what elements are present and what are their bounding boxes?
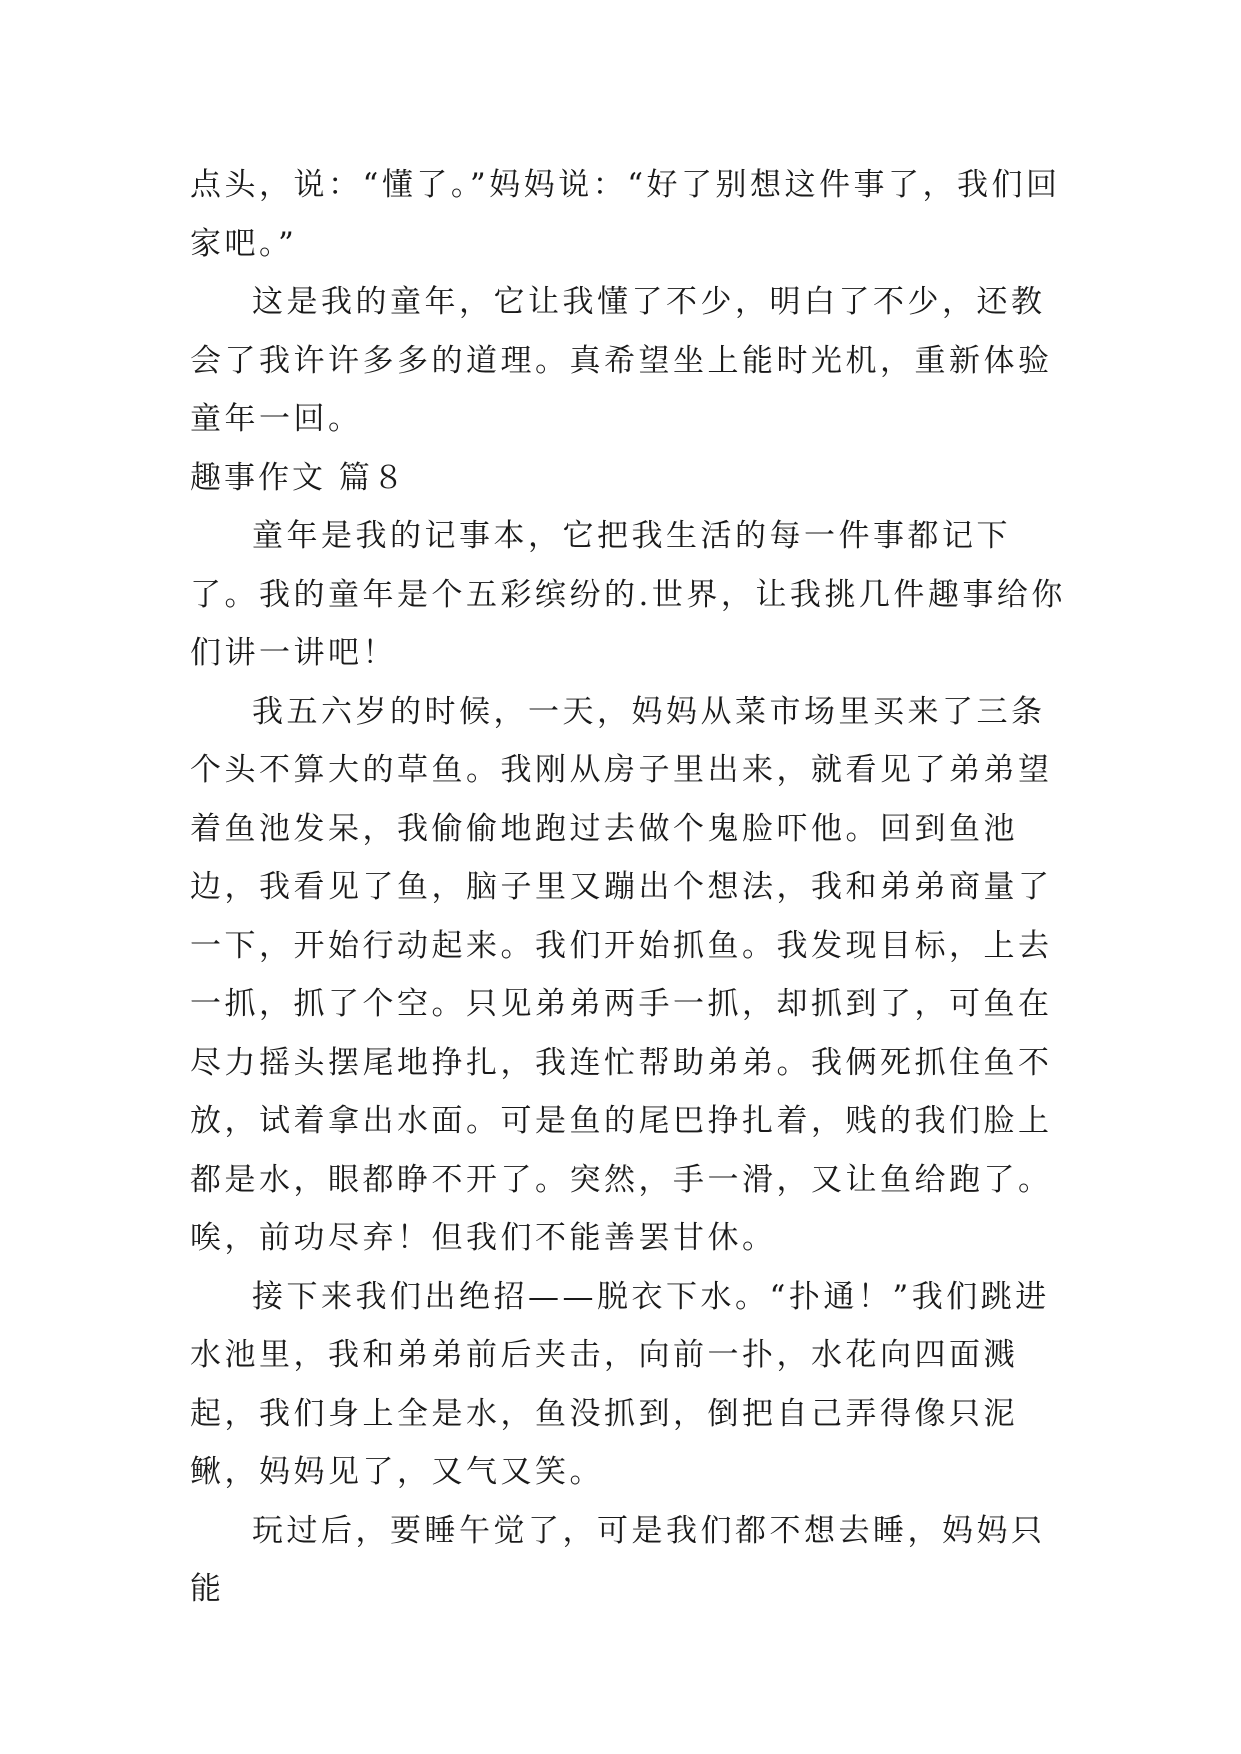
document-body <box>190 156 1070 1619</box>
paragraph-nap-time: 玩过后，要睡午觉了，可是我们都不想去睡，妈妈只能 <box>190 1512 1046 1607</box>
paragraph-continuation: 点头，说：“懂了。”妈妈说：“好了别想这件事了，我们回家吧。” <box>190 167 1061 262</box>
paragraph-jump-in-water: 接下来我们出绝招——脱衣下水。“扑通！”我们跳进水池里，我和弟弟前后夹击，向前一扑，水花向四面溅起，我们身上全是水，鱼没抓到，倒把自己弄得像只泥鳅，妈妈见了，又气又笑。 <box>190 1278 1050 1490</box>
paragraph-intro: 童年是我的记事本，它把我生活的每一件事都记下了。我的童年是个五彩缤纷的.世界，让我挑几件趣事给你们讲一讲吧！ <box>190 518 1066 671</box>
paragraph-childhood-summary: 这是我的童年，它让我懂了不少，明白了不少，还教会了我许许多多的道理。真希望坐上能时光机，重新体验童年一回。 <box>190 284 1053 437</box>
paragraph-catching-fish: 我五六岁的时候，一天，妈妈从菜市场里买来了三条个头不算大的草鱼。我刚从房子里出来，就看见了弟弟望着鱼池发呆，我偷偷地跑过去做个鬼脸吓他。回到鱼池边，我看见了鱼，脑子里又蹦出个想法，我和弟弟商量了一下，开始行动起来。我们开始抓鱼。我发现目标，上去一抓，抓了个空。只见弟弟两手一抓，却抓到了，可鱼在尽力摇头摆尾地挣扎，我连忙帮助弟弟。我俩死抓住鱼不放，试着拿出水面。可是鱼的尾巴挣扎着，贱的我们脸上都是水，眼都睁不开了。突然，手一滑，又让鱼给跑了。唉，前功尽弃！但我们不能善罢甘休。 <box>190 693 1053 1256</box>
section-title: 趣事作文 篇８ <box>190 459 407 496</box>
